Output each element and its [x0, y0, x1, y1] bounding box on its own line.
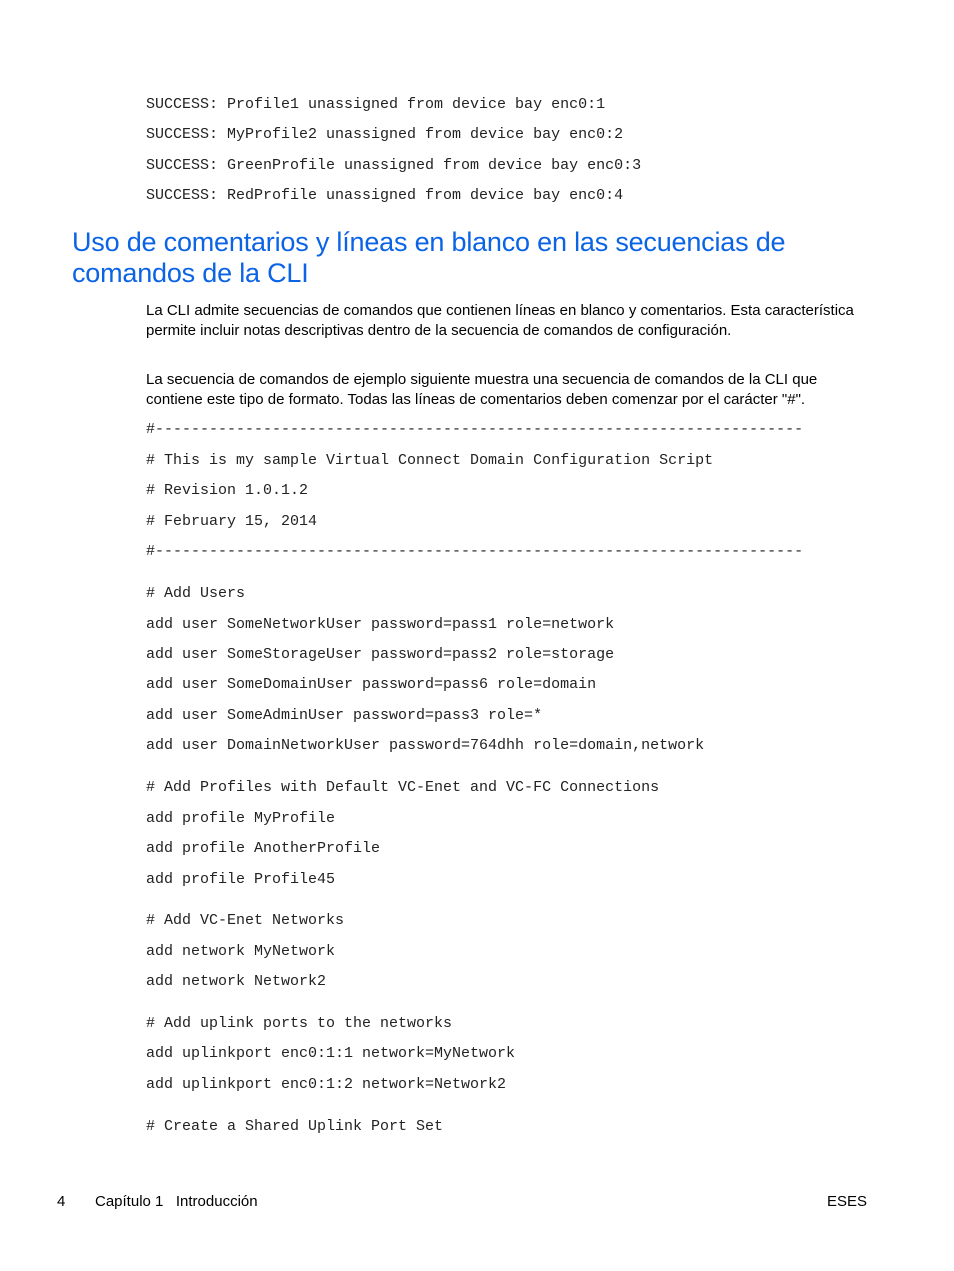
script-line: add uplinkport enc0:1:2 network=Network2: [146, 1076, 507, 1093]
script-line: # Add uplink ports to the networks: [146, 1015, 453, 1032]
script-line: # February 15, 2014: [146, 513, 318, 530]
success-line-2: SUCCESS: MyProfile2 unassigned from device bay enc0:2: [146, 126, 624, 143]
script-line: add profile MyProfile: [146, 810, 336, 827]
locale-label: ESES: [826, 1193, 867, 1210]
script-line: #------------------------------------------------------------------------: [146, 543, 804, 560]
success-line-1: SUCCESS: Profile1 unassigned from device bay enc0:1: [146, 96, 606, 113]
page-number: 4: [57, 1193, 66, 1210]
script-line: add user DomainNetworkUser password=764dhh role=domain,network: [146, 737, 705, 754]
script-line: # This is my sample Virtual Connect Domain Configuration Script: [146, 452, 714, 469]
chapter-label: Capítulo 1 Introducción: [95, 1193, 258, 1210]
script-line: add network Network2: [146, 973, 327, 990]
script-line: add profile AnotherProfile: [146, 840, 381, 857]
success-line-3: SUCCESS: GreenProfile unassigned from device bay enc0:3: [146, 157, 642, 174]
script-line: # Revision 1.0.1.2: [146, 482, 309, 499]
success-line-4: SUCCESS: RedProfile unassigned from device bay enc0:4: [146, 187, 624, 204]
script-line: #------------------------------------------------------------------------: [146, 421, 804, 438]
intro-paragraph-1: La CLI admite secuencias de comandos que contienen líneas en blanco y comentarios. Esta característica permite incluir notas descriptivas dentro de la secuencia de comandos de configuración.: [146, 302, 854, 339]
script-line: add network MyNetwork: [146, 943, 336, 960]
script-line: add user SomeStorageUser password=pass2 role=storage: [146, 646, 615, 663]
script-line: add user SomeAdminUser password=pass3 role=*: [146, 707, 543, 724]
script-line: # Add VC-Enet Networks: [146, 912, 345, 929]
script-line: # Create a Shared Uplink Port Set: [146, 1118, 444, 1135]
script-line: add profile Profile45: [146, 871, 336, 888]
script-line: add user SomeNetworkUser password=pass1 role=network: [146, 616, 615, 633]
section-title: Uso de comentarios y líneas en blanco en las secuencias de comandos de la CLI: [72, 227, 786, 288]
script-line: add uplinkport enc0:1:1 network=MyNetwork: [146, 1045, 516, 1062]
script-line: # Add Profiles with Default VC-Enet and VC-FC Connections: [146, 779, 660, 796]
intro-paragraph-2: La secuencia de comandos de ejemplo siguiente muestra una secuencia de comandos de la CLI que contiene este tipo de formato. Todas las líneas de comentarios deben comenzar por el carácter "#".: [146, 371, 818, 408]
script-line: add user SomeDomainUser password=pass6 role=domain: [146, 676, 597, 693]
script-line: # Add Users: [146, 585, 246, 602]
